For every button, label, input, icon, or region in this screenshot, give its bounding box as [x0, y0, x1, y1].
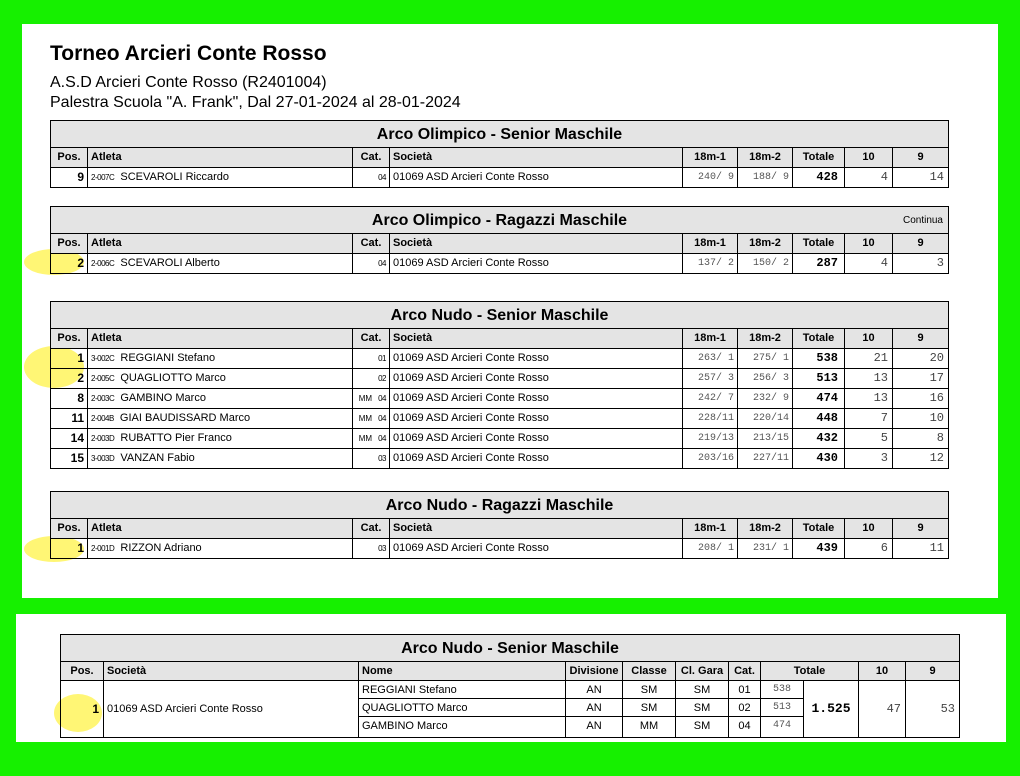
block-title-text: Arco Olimpico - Ragazzi Maschile	[371, 212, 628, 229]
count-10: 6	[845, 539, 893, 558]
athlete-name: RIZZON Adriano	[120, 542, 202, 554]
license-code: 3-003D	[91, 454, 115, 463]
athlete-name: SCEVAROLI Riccardo	[120, 171, 229, 183]
athlete-row	[51, 449, 948, 468]
athlete-pos: 1	[51, 539, 88, 558]
col-18m-1: 18m-1	[683, 329, 738, 348]
athlete-row	[51, 429, 948, 449]
license-code: 2-003D	[91, 434, 115, 443]
venue-dates: Palestra Scuola "A. Frank", Dal 27-01-2024 al 28-01-2024	[50, 94, 461, 111]
member-name: REGGIANI Stefano	[359, 681, 565, 699]
member-scores	[761, 681, 804, 737]
member-division: AN	[566, 681, 622, 699]
member-division: AN	[566, 699, 622, 717]
category-block	[50, 491, 949, 559]
col-cat: Cat.	[729, 662, 761, 680]
col-totale: Totale	[793, 519, 845, 538]
athlete-cell	[88, 168, 353, 187]
team-row	[61, 681, 959, 737]
athlete-cat-code: 04	[378, 394, 386, 403]
athlete-cell	[88, 389, 353, 408]
col-18m-2: 18m-2	[738, 234, 793, 253]
category-block	[50, 301, 949, 469]
team-nines: 53	[940, 702, 955, 716]
athlete-cat-code: 03	[378, 454, 386, 463]
athlete-club: 01069 ASD Arcieri Conte Rosso	[390, 449, 683, 468]
athlete-cell	[88, 254, 353, 273]
score-18m-1: 219/13	[683, 429, 738, 448]
col-atleta: Atleta	[88, 519, 353, 538]
score-total: 430	[793, 449, 845, 468]
count-10: 5	[845, 429, 893, 448]
block-title-text: Arco Olimpico - Senior Maschile	[376, 126, 623, 143]
athlete-row	[51, 389, 948, 409]
athlete-name: QUAGLIOTTO Marco	[120, 372, 226, 384]
col-totale: Totale	[793, 234, 845, 253]
score-total: 287	[793, 254, 845, 273]
block-title	[51, 121, 948, 148]
athlete-cat-code: 04	[378, 434, 386, 443]
athlete-name: GIAI BAUDISSARD Marco	[119, 412, 251, 424]
team-pos: 1	[61, 681, 104, 737]
header-row	[51, 329, 948, 349]
athlete-name: SCEVAROLI Alberto	[120, 257, 220, 269]
header-row	[51, 234, 948, 254]
col-18m-2: 18m-2	[738, 329, 793, 348]
athlete-pos: 2	[51, 254, 88, 273]
col-10: 10	[845, 148, 893, 167]
member-divisions	[566, 681, 623, 737]
results-page	[22, 24, 998, 598]
score-total: 538	[793, 349, 845, 368]
col-totale: Totale	[793, 329, 845, 348]
score-18m-1: 228/11	[683, 409, 738, 428]
member-class: SM	[623, 699, 675, 717]
athlete-cat	[353, 168, 390, 187]
license-code: 2-005C	[91, 374, 115, 383]
member-division: AN	[586, 720, 602, 732]
team-total: 1.525	[811, 701, 851, 716]
block-title	[51, 492, 948, 519]
count-9: 20	[929, 351, 944, 365]
col-classe: Classe	[623, 662, 676, 680]
count-9: 8	[936, 431, 944, 445]
license-code: 2-007C	[91, 173, 115, 182]
team-header-row	[61, 662, 959, 681]
score-18m-1: 240/ 9	[683, 168, 738, 187]
score-18m-1: 263/ 1	[683, 349, 738, 368]
team-block	[60, 634, 960, 738]
athlete-cell	[88, 369, 353, 388]
col-cat: Cat.	[353, 519, 390, 538]
athlete-cat-code: 04	[378, 173, 386, 182]
count-9: 14	[929, 170, 944, 184]
team-results-page	[16, 614, 1006, 742]
col-cat: Cat.	[353, 234, 390, 253]
col-18m-1: 18m-1	[683, 519, 738, 538]
col-divisione: Divisione	[566, 662, 623, 680]
score-18m-1: 203/16	[683, 449, 738, 468]
col-9: 9	[917, 151, 924, 163]
continua-label: Continua	[902, 215, 943, 226]
score-18m-2: 227/11	[738, 449, 793, 468]
athlete-pos: 8	[51, 389, 88, 408]
col-atleta: Atleta	[88, 148, 353, 167]
athlete-cat	[353, 389, 390, 408]
block-title-text: Arco Nudo - Ragazzi Maschile	[385, 497, 614, 514]
count-9: 16	[929, 391, 944, 405]
col-cl-gara: Cl. Gara	[676, 662, 729, 680]
member-name: QUAGLIOTTO Marco	[359, 699, 565, 717]
athlete-club: 01069 ASD Arcieri Conte Rosso	[390, 539, 683, 558]
athlete-class: MM	[358, 434, 373, 443]
athlete-club: 01069 ASD Arcieri Conte Rosso	[390, 429, 683, 448]
athlete-cat	[353, 349, 390, 368]
athlete-name: GAMBINO Marco	[120, 392, 206, 404]
category-block	[50, 206, 949, 274]
col-9: 9	[917, 332, 924, 344]
athlete-cat	[353, 539, 390, 558]
col-societa: Società	[390, 234, 683, 253]
score-18m-1: 242/ 7	[683, 389, 738, 408]
member-race-classes	[676, 681, 729, 737]
col-18m-2: 18m-2	[738, 148, 793, 167]
count-10: 4	[845, 254, 893, 273]
athlete-row	[51, 254, 948, 273]
member-class: SM	[623, 681, 675, 699]
member-cat: 04	[738, 720, 751, 732]
athlete-cat	[353, 429, 390, 448]
athlete-row	[51, 369, 948, 389]
athlete-name: RUBATTO Pier Franco	[120, 432, 232, 444]
count-9: 12	[929, 451, 944, 465]
block-title	[51, 207, 948, 234]
member-names	[359, 681, 566, 737]
block-title-text: Arco Nudo - Senior Maschile	[390, 307, 609, 324]
col-societa: Società	[390, 329, 683, 348]
count-10: 4	[845, 168, 893, 187]
col-9: 9	[917, 237, 924, 249]
count-10: 7	[845, 409, 893, 428]
member-class: MM	[639, 720, 659, 732]
member-classes	[623, 681, 676, 737]
team-block-title: Arco Nudo - Senior Maschile	[61, 635, 959, 662]
license-code: 3-002C	[91, 354, 115, 363]
athlete-pos: 11	[51, 409, 88, 428]
license-code: 2-003C	[91, 394, 115, 403]
athlete-club: 01069 ASD Arcieri Conte Rosso	[390, 409, 683, 428]
athlete-club: 01069 ASD Arcieri Conte Rosso	[390, 369, 683, 388]
col-pos: Pos.	[61, 662, 104, 680]
col-9: 9	[929, 665, 936, 677]
score-total: 513	[793, 369, 845, 388]
athlete-pos: 1	[51, 349, 88, 368]
member-cats	[729, 681, 761, 737]
score-18m-1: 257/ 3	[683, 369, 738, 388]
member-race-class: SM	[693, 720, 711, 732]
member-race-class: SM	[676, 681, 728, 699]
team-tens: 47	[859, 681, 906, 737]
count-10: 13	[845, 389, 893, 408]
member-name: GAMBINO Marco	[362, 720, 448, 732]
athlete-pos: 9	[51, 168, 88, 187]
athlete-cell	[88, 409, 353, 428]
score-18m-2: 275/ 1	[738, 349, 793, 368]
count-9: 3	[936, 256, 944, 270]
col-atleta: Atleta	[88, 329, 353, 348]
athlete-cat-code: 01	[378, 354, 386, 363]
license-code: 2-001D	[91, 544, 115, 553]
col-cat: Cat.	[353, 329, 390, 348]
col-18m-1: 18m-1	[683, 234, 738, 253]
athlete-class: MM	[358, 394, 373, 403]
organizer: A.S.D Arcieri Conte Rosso (R2401004)	[50, 74, 327, 91]
athlete-pos: 14	[51, 429, 88, 448]
score-total: 432	[793, 429, 845, 448]
col-9: 9	[917, 522, 924, 534]
athlete-cat-code: 04	[378, 414, 386, 423]
count-9: 17	[929, 371, 944, 385]
score-18m-2: 213/15	[738, 429, 793, 448]
team-societa: 01069 ASD Arcieri Conte Rosso	[104, 681, 359, 737]
athlete-club: 01069 ASD Arcieri Conte Rosso	[390, 168, 683, 187]
score-18m-2: 188/ 9	[738, 168, 793, 187]
score-18m-2: 220/14	[738, 409, 793, 428]
athlete-pos: 15	[51, 449, 88, 468]
athlete-pos: 2	[51, 369, 88, 388]
count-9: 10	[929, 411, 944, 425]
count-10: 21	[845, 349, 893, 368]
col-totale: Totale	[793, 148, 845, 167]
member-cat: 01	[729, 681, 760, 699]
athlete-cell	[88, 429, 353, 448]
col-societa: Società	[104, 662, 359, 680]
col-societa: Società	[390, 519, 683, 538]
member-score: 538	[761, 681, 803, 699]
athlete-cell	[88, 349, 353, 368]
athlete-row	[51, 539, 948, 558]
athlete-class: MM	[358, 414, 373, 423]
member-score: 513	[761, 699, 803, 717]
athlete-name: REGGIANI Stefano	[120, 352, 216, 364]
col-10: 10	[845, 329, 893, 348]
license-code: 2-004B	[91, 414, 114, 423]
athlete-club: 01069 ASD Arcieri Conte Rosso	[390, 349, 683, 368]
col-10: 10	[859, 662, 906, 680]
col-18m-2: 18m-2	[738, 519, 793, 538]
score-18m-1: 137/ 2	[683, 254, 738, 273]
col-societa: Società	[390, 148, 683, 167]
col-10: 10	[845, 234, 893, 253]
category-block	[50, 120, 949, 188]
col-pos: Pos.	[51, 329, 88, 348]
athlete-cell	[88, 449, 353, 468]
col-atleta: Atleta	[88, 234, 353, 253]
col-totale: Totale	[761, 662, 859, 680]
col-10: 10	[845, 519, 893, 538]
col-cat: Cat.	[353, 148, 390, 167]
page-title: Torneo Arcieri Conte Rosso	[50, 42, 327, 65]
score-18m-2: 150/ 2	[738, 254, 793, 273]
athlete-cat	[353, 369, 390, 388]
count-10: 13	[845, 369, 893, 388]
count-10: 3	[845, 449, 893, 468]
score-18m-2: 232/ 9	[738, 389, 793, 408]
athlete-cat	[353, 449, 390, 468]
athlete-row	[51, 168, 948, 187]
team-total-cell	[761, 681, 859, 737]
score-total: 439	[793, 539, 845, 558]
athlete-cat	[353, 409, 390, 428]
member-race-class: SM	[676, 699, 728, 717]
athlete-name: VANZAN Fabio	[120, 452, 195, 464]
athlete-row	[51, 409, 948, 429]
athlete-club: 01069 ASD Arcieri Conte Rosso	[390, 254, 683, 273]
col-pos: Pos.	[51, 148, 88, 167]
member-cat: 02	[729, 699, 760, 717]
score-18m-1: 208/ 1	[683, 539, 738, 558]
score-total: 448	[793, 409, 845, 428]
score-18m-2: 231/ 1	[738, 539, 793, 558]
score-total: 474	[793, 389, 845, 408]
athlete-cat-code: 02	[378, 374, 386, 383]
score-total: 428	[793, 168, 845, 187]
athlete-cat-code: 03	[378, 544, 386, 553]
col-pos: Pos.	[51, 234, 88, 253]
athlete-row	[51, 349, 948, 369]
block-title	[51, 302, 948, 329]
col-18m-1: 18m-1	[683, 148, 738, 167]
athlete-cat-code: 04	[378, 259, 386, 268]
col-nome: Nome	[359, 662, 566, 680]
license-code: 2-006C	[91, 259, 115, 268]
member-score: 474	[772, 720, 791, 731]
athlete-cat	[353, 254, 390, 273]
count-9: 11	[929, 541, 944, 555]
athlete-cell	[88, 539, 353, 558]
header-row	[51, 148, 948, 168]
header-row	[51, 519, 948, 539]
athlete-club: 01069 ASD Arcieri Conte Rosso	[390, 389, 683, 408]
score-18m-2: 256/ 3	[738, 369, 793, 388]
col-pos: Pos.	[51, 519, 88, 538]
